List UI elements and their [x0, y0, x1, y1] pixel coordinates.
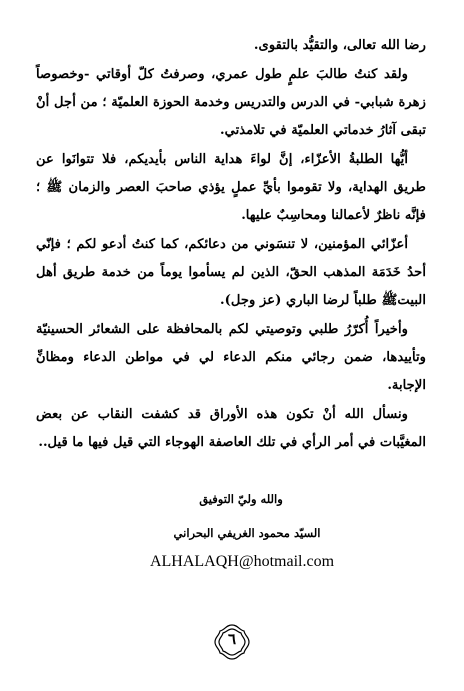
paragraph: أعزّائي المؤمنين، لا تنسَوني من دعائكم، كما كنتُ أدعو لكم ؛ فإنّي أحدُ خَدَمَة المذهب الحقّ، الذين لم يسأموا يوماً من خدمة طريق أهل البيتﷺ طلباً لرضا الباري (عز وجل).: [36, 237, 426, 308]
page-number: ٦: [227, 630, 237, 648]
closing-phrase: والله وليّ التوفيق: [199, 492, 283, 506]
author-signature: السيّد محمود الغريفي البحراني: [173, 526, 321, 540]
body-text: [36, 32, 426, 458]
paragraph: أيُّها الطلبةُ الأعزّاء، إنَّ لواءَ هداية الناس بأيديكم، فلا تتوانَوا عن طريق الهداية، ولا تقوموا بأيِّ عملٍ يؤذي صاحبَ العصر والزمان ﷺ ؛ فإنَّه ناظرٌ لأعمالنا ومحاسِبٌ عليها.: [36, 152, 426, 223]
email-address: ALHALAQH@hotmail.com: [149, 553, 335, 570]
paragraph: ولقد كنتُ طالبَ علمٍ طول عمري، وصرفتُ كلّ أوقاتي -وخصوصاً زهرة شبابي- في الدرس والتدريس وخدمة الحوزة العلميّة ؛ من أجل أنْ تبقى آثارُ خدماتي العلميّة في تلامذتي.: [36, 67, 426, 138]
paragraph-continuation: رضا الله تعالى، والتقيُّد بالتقوى.: [253, 38, 426, 53]
paragraph: ونسأل الله أنْ تكون هذه الأوراق قد كشفت النقاب عن بعض المغيَّبات في أمر الرأي في تلك العاصفة الهوجاء التي قيل فيها ما قيل..: [36, 407, 426, 450]
paragraph: وأخيراً أُكرّرُ طلبي وتوصيتي لكم بالمحافظة على الشعائر الحسينيّة وتأييدها، ضمن رجائي منكم الدعاء لي في مواطن الدعاء ومظانِّ الإجابة.: [36, 322, 426, 393]
